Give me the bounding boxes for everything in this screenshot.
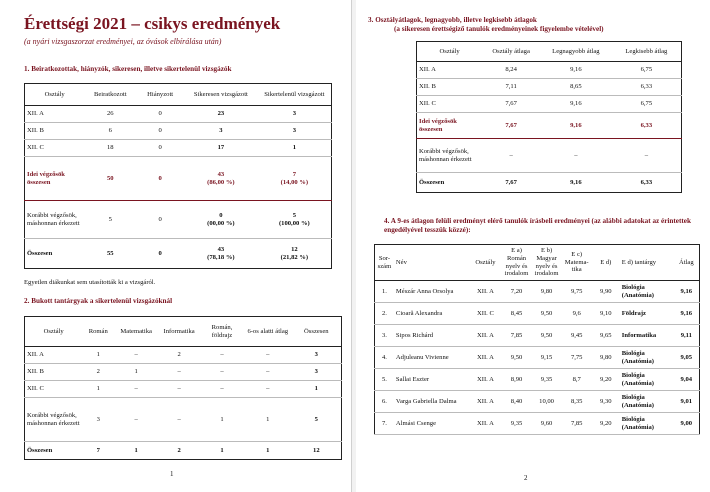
table-row bbox=[25, 347, 342, 364]
table-cell: 9,6 bbox=[562, 303, 592, 325]
column-header: 6-os alatti átlag bbox=[244, 317, 292, 347]
table-cell: 1 bbox=[200, 398, 244, 442]
page-1 bbox=[0, 0, 352, 492]
table-cell: 3 bbox=[292, 347, 342, 364]
table-cell: 7,20 bbox=[502, 281, 532, 303]
table-cell: Földrajz bbox=[620, 303, 674, 325]
table-cell: 7. bbox=[375, 413, 394, 435]
table-cell: 0 (00,00 %) bbox=[184, 201, 258, 239]
table-cell: 7,11 bbox=[482, 79, 540, 96]
table-cell: 5 bbox=[292, 398, 342, 442]
table-cell: 6,75 bbox=[612, 96, 682, 113]
table-row bbox=[417, 139, 682, 173]
table-cell: 6,33 bbox=[612, 173, 682, 193]
table-row bbox=[25, 364, 342, 381]
table-row bbox=[25, 398, 342, 442]
table-cell: – bbox=[158, 398, 200, 442]
table-cell: 6,75 bbox=[612, 62, 682, 79]
table-cell: 9,50 bbox=[502, 347, 532, 369]
column-header: Sor-szám bbox=[375, 245, 394, 281]
table-cell: Idei végzősök összesen bbox=[25, 157, 85, 201]
table-row bbox=[417, 113, 682, 139]
table-cell: 3 bbox=[258, 123, 332, 140]
column-header: Legkisebb átlag bbox=[612, 42, 682, 62]
table-cell: Varga Gabriella Dalma bbox=[394, 391, 469, 413]
table-cell: 1 bbox=[114, 364, 158, 381]
column-header: E c) Matema-tika bbox=[562, 245, 592, 281]
table-cell: 2 bbox=[82, 364, 114, 381]
document-subtitle: (a nyári vizsgaszorzat eredményei, az óvások elbírálása után) bbox=[24, 37, 222, 46]
table-cell: 5 bbox=[84, 201, 136, 239]
table-cell: Biológia (Anatómia) bbox=[620, 391, 674, 413]
column-header: Összesen bbox=[292, 317, 342, 347]
table-cell: 18 bbox=[84, 140, 136, 157]
table-cell: – bbox=[200, 364, 244, 381]
table-cell: 8,7 bbox=[562, 369, 592, 391]
table-cell: XII. A bbox=[469, 281, 501, 303]
section-3-heading-line1: 3. Osztályátlagok, legnagyobb, illetve legkisebb átlagok bbox=[368, 16, 537, 24]
table-cell: 0 bbox=[136, 123, 184, 140]
table-cell: 12 bbox=[292, 442, 342, 460]
table-cell: 1 bbox=[244, 442, 292, 460]
column-header: Román bbox=[82, 317, 114, 347]
table-cell: – bbox=[158, 364, 200, 381]
column-header: E d) bbox=[592, 245, 620, 281]
table-cell: 9,35 bbox=[502, 413, 532, 435]
table-row bbox=[417, 173, 682, 193]
table-cell: Összesen bbox=[417, 173, 483, 193]
column-header: Osztály bbox=[417, 42, 483, 62]
table-row bbox=[25, 123, 332, 140]
table-row bbox=[375, 347, 700, 369]
table-cell: 7,85 bbox=[502, 325, 532, 347]
section-3-heading bbox=[368, 16, 702, 34]
table-cell: 9,65 bbox=[592, 325, 620, 347]
table-cell: 1 bbox=[244, 398, 292, 442]
table-cell: 7,75 bbox=[562, 347, 592, 369]
table-cell: – bbox=[114, 398, 158, 442]
table-cell: 10,00 bbox=[532, 391, 562, 413]
table-cell: Cioară Alexandra bbox=[394, 303, 469, 325]
table-cell: 6,33 bbox=[612, 113, 682, 139]
table-cell: 7,67 bbox=[482, 173, 540, 193]
table-cell: 9,60 bbox=[532, 413, 562, 435]
table-cell: 2 bbox=[158, 442, 200, 460]
table-cell: 50 bbox=[84, 157, 136, 201]
table-cell: XII. B bbox=[417, 79, 483, 96]
table-cell: 55 bbox=[84, 239, 136, 269]
table-cell: Biológia (Anatómia) bbox=[620, 281, 674, 303]
table-cell: 7 bbox=[82, 442, 114, 460]
table-cell: 9,16 bbox=[540, 173, 612, 193]
table-row bbox=[375, 413, 700, 435]
table-cell: 0 bbox=[136, 201, 184, 239]
table-cell: – bbox=[114, 347, 158, 364]
table-cell: – bbox=[540, 139, 612, 173]
table-cell: – bbox=[612, 139, 682, 173]
table-cell: 9,16 bbox=[674, 281, 700, 303]
column-header: Sikertelenül vizsgázott bbox=[258, 84, 332, 106]
table-cell: 9,16 bbox=[674, 303, 700, 325]
table-cell: 23 bbox=[184, 106, 258, 123]
table-cell: 9,05 bbox=[674, 347, 700, 369]
section-1-note: Egyetlen diákunkat sem utasították ki a vizsgáról. bbox=[24, 279, 156, 286]
table-cell: Biológia (Anatómia) bbox=[620, 369, 674, 391]
table-cell: XII. A bbox=[25, 347, 83, 364]
table-cell: Informatika bbox=[620, 325, 674, 347]
column-header: Osztály bbox=[25, 84, 85, 106]
table-cell: Korábbi végzősök, máshonnan érkezett bbox=[25, 201, 85, 239]
averages-table bbox=[416, 41, 682, 193]
table-cell: 5. bbox=[375, 369, 394, 391]
table-cell: 9,00 bbox=[674, 413, 700, 435]
table-cell: 3 bbox=[82, 398, 114, 442]
table-cell: Biológia (Anatómia) bbox=[620, 413, 674, 435]
column-header: Átlag bbox=[674, 245, 700, 281]
page-number: 1 bbox=[170, 470, 174, 478]
table-cell: 3 bbox=[184, 123, 258, 140]
table-cell: – bbox=[200, 347, 244, 364]
table-row bbox=[375, 281, 700, 303]
table-cell: 2. bbox=[375, 303, 394, 325]
table-row bbox=[25, 140, 332, 157]
table-cell: XII. C bbox=[469, 303, 501, 325]
table-cell: XII. A bbox=[417, 62, 483, 79]
table-cell: 12 (21,82 %) bbox=[258, 239, 332, 269]
table-cell: 1. bbox=[375, 281, 394, 303]
table-cell: 1 bbox=[258, 140, 332, 157]
table-cell: 26 bbox=[84, 106, 136, 123]
table-cell: 6. bbox=[375, 391, 394, 413]
table-cell: XII. A bbox=[25, 106, 85, 123]
table-cell: 9,01 bbox=[674, 391, 700, 413]
table-cell: 9,10 bbox=[592, 303, 620, 325]
column-header: Informatika bbox=[158, 317, 200, 347]
top-students-table bbox=[374, 244, 700, 435]
table-cell: XII. A bbox=[469, 413, 501, 435]
table-cell: 0 bbox=[136, 106, 184, 123]
page-2 bbox=[356, 0, 710, 492]
table-cell: 9,75 bbox=[562, 281, 592, 303]
table-cell: 9,16 bbox=[540, 96, 612, 113]
table-row bbox=[375, 391, 700, 413]
table-cell: – bbox=[200, 381, 244, 398]
table-cell: XII. A bbox=[469, 347, 501, 369]
table-row bbox=[25, 381, 342, 398]
table-cell: 9,16 bbox=[540, 113, 612, 139]
table-cell: Idei végzősök összesen bbox=[417, 113, 483, 139]
table-cell: 1 bbox=[82, 381, 114, 398]
column-header: E a) Román nyelv és irodalom bbox=[502, 245, 532, 281]
column-header: E d) tantárgy bbox=[620, 245, 674, 281]
table-row bbox=[25, 239, 332, 269]
table-cell: 3 bbox=[258, 106, 332, 123]
table-cell: 9,35 bbox=[532, 369, 562, 391]
failed-subjects-table bbox=[24, 316, 342, 460]
table-cell: 3 bbox=[292, 364, 342, 381]
table-cell: 8,45 bbox=[502, 303, 532, 325]
table-row bbox=[375, 325, 700, 347]
table-cell: 43 (86,00 %) bbox=[184, 157, 258, 201]
column-header: Beiratkozott bbox=[84, 84, 136, 106]
table-cell: Összesen bbox=[25, 239, 85, 269]
section-1-heading: 1. Beiratkozottak, hiányzók, sikeresen, illetve sikertelenül vizsgázók bbox=[24, 65, 232, 73]
table-row bbox=[25, 157, 332, 201]
table-row bbox=[417, 79, 682, 96]
table-cell: 7 (14,00 %) bbox=[258, 157, 332, 201]
table-cell: XII. A bbox=[469, 369, 501, 391]
table-cell: 8,35 bbox=[562, 391, 592, 413]
table-cell: XII. A bbox=[469, 391, 501, 413]
table-cell: 0 bbox=[136, 140, 184, 157]
table-cell: – bbox=[244, 347, 292, 364]
table-cell: Biológia (Anatómia) bbox=[620, 347, 674, 369]
table-cell: XII. C bbox=[25, 381, 83, 398]
table-cell: 2 bbox=[158, 347, 200, 364]
table-cell: 9,80 bbox=[532, 281, 562, 303]
column-header: Név bbox=[394, 245, 469, 281]
table-cell: Almási Csenge bbox=[394, 413, 469, 435]
table-cell: – bbox=[158, 381, 200, 398]
table-cell: – bbox=[114, 381, 158, 398]
table-cell: 7,85 bbox=[562, 413, 592, 435]
table-cell: 9,80 bbox=[592, 347, 620, 369]
document-title: Érettségi 2021 – csikys eredmények bbox=[24, 14, 281, 33]
column-header: Sikeresen vizsgázott bbox=[184, 84, 258, 106]
table-cell: Összesen bbox=[25, 442, 83, 460]
table-cell: 7,67 bbox=[482, 96, 540, 113]
table-cell: 5 (100,00 %) bbox=[258, 201, 332, 239]
table-cell: 17 bbox=[184, 140, 258, 157]
table-cell: 9,30 bbox=[592, 391, 620, 413]
column-header: E b) Magyar nyelv és irodalom bbox=[532, 245, 562, 281]
section-3-heading-line2: (a sikeresen érettségiző tanulók eredményeinek figyelembe vételével) bbox=[394, 25, 604, 33]
table-cell: 1 bbox=[82, 347, 114, 364]
table-cell: Korábbi végzősök, máshonnan érkezett bbox=[25, 398, 83, 442]
table-cell: 6,33 bbox=[612, 79, 682, 96]
column-header: Román, földrajz bbox=[200, 317, 244, 347]
table-cell: – bbox=[244, 364, 292, 381]
table-cell: 7,67 bbox=[482, 113, 540, 139]
column-header: Osztály bbox=[25, 317, 83, 347]
column-header: Matematika bbox=[114, 317, 158, 347]
table-cell: Mészár Anna Orsolya bbox=[394, 281, 469, 303]
table-cell: 8,24 bbox=[482, 62, 540, 79]
table-cell: 1 bbox=[200, 442, 244, 460]
table-cell: Sipos Richárd bbox=[394, 325, 469, 347]
table-cell: – bbox=[244, 381, 292, 398]
table-row bbox=[25, 201, 332, 239]
table-cell: 8,65 bbox=[540, 79, 612, 96]
table-row bbox=[375, 303, 700, 325]
table-cell: 8,90 bbox=[502, 369, 532, 391]
table-cell: 43 (78,18 %) bbox=[184, 239, 258, 269]
table-cell: 9,16 bbox=[540, 62, 612, 79]
table-cell: 4. bbox=[375, 347, 394, 369]
table-row bbox=[417, 96, 682, 113]
table-cell: 1 bbox=[292, 381, 342, 398]
section-4-heading: 4. A 9-es átlagon felüli eredményt elérő tanulók írásbeli eredményei (az alábbi adatokat az érintettek engedélyével tesszük közzé): bbox=[384, 217, 691, 234]
table-cell: Adjuleanu Vivienne bbox=[394, 347, 469, 369]
table-row bbox=[375, 369, 700, 391]
table-row bbox=[25, 106, 332, 123]
table-row bbox=[417, 62, 682, 79]
section-2-heading: 2. Bukott tantárgyak a sikertelenül vizsgázóknál bbox=[24, 297, 173, 305]
table-cell: 0 bbox=[136, 239, 184, 269]
table-cell: 9,20 bbox=[592, 413, 620, 435]
table-cell: 9,15 bbox=[532, 347, 562, 369]
table-cell: Korábbi végzősök, máshonnan érkezett bbox=[417, 139, 483, 173]
column-header: Legnagyobb átlag bbox=[540, 42, 612, 62]
column-header: Hiányzott bbox=[136, 84, 184, 106]
table-cell: XII. C bbox=[25, 140, 85, 157]
table-cell: 8,40 bbox=[502, 391, 532, 413]
page-number: 2 bbox=[524, 474, 528, 482]
table-cell: 9,50 bbox=[532, 303, 562, 325]
table-cell: 9,11 bbox=[674, 325, 700, 347]
table-row bbox=[25, 442, 342, 460]
table-cell: XII. B bbox=[25, 364, 83, 381]
enrollment-table bbox=[24, 83, 332, 269]
table-cell: XII. A bbox=[469, 325, 501, 347]
table-cell: XII. C bbox=[417, 96, 483, 113]
table-cell: 3. bbox=[375, 325, 394, 347]
table-cell: 0 bbox=[136, 157, 184, 201]
table-cell: – bbox=[482, 139, 540, 173]
table-cell: 9,20 bbox=[592, 369, 620, 391]
column-header: Osztály átlaga bbox=[482, 42, 540, 62]
column-header: Osztály bbox=[469, 245, 501, 281]
table-cell: 9,50 bbox=[532, 325, 562, 347]
table-cell: 1 bbox=[114, 442, 158, 460]
table-cell: 9,45 bbox=[562, 325, 592, 347]
table-cell: 6 bbox=[84, 123, 136, 140]
table-cell: 9,04 bbox=[674, 369, 700, 391]
table-cell: 9,90 bbox=[592, 281, 620, 303]
table-cell: XII. B bbox=[25, 123, 85, 140]
table-cell: Sallai Eszter bbox=[394, 369, 469, 391]
